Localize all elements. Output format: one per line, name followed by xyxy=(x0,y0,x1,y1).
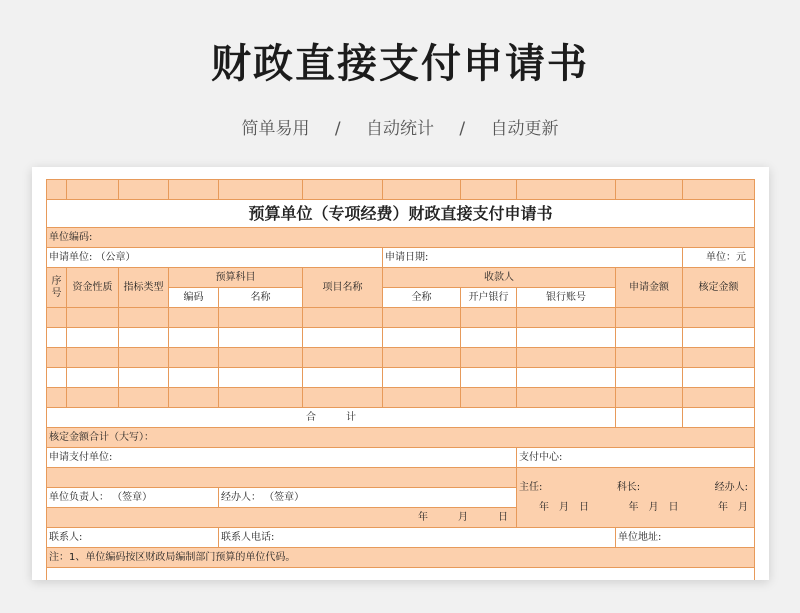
table-row xyxy=(47,328,755,348)
header-name: 名称 xyxy=(219,288,303,308)
header-approved-amount: 核定金额 xyxy=(683,268,755,308)
header-account: 银行账号 xyxy=(517,288,616,308)
pay-unit-label: 申请支付单位: xyxy=(47,448,517,468)
feature-auto-stat: 自动统计 xyxy=(366,119,434,139)
header-payee: 收款人 xyxy=(383,268,616,288)
pay-center-label: 支付中心: xyxy=(517,448,755,468)
center-date-2: 年 月 日 xyxy=(628,501,679,513)
feature-list xyxy=(0,114,800,139)
pay-center-signoff xyxy=(517,468,755,528)
center-handler-label: 经办人: xyxy=(714,481,748,493)
director-label: 主任: xyxy=(519,481,543,493)
approved-total-label: 核定金额合计（大写）： xyxy=(47,428,755,448)
table-row xyxy=(47,348,755,368)
contact-phone-label: 联系人电话: xyxy=(219,528,616,548)
apply-unit-label: 申请单位: （公章） xyxy=(47,248,383,268)
currency-label: 单位：元 xyxy=(683,248,755,268)
center-date-1: 年 月 日 xyxy=(539,501,589,513)
header-apply-amount: 申请金额 xyxy=(616,268,683,308)
table-row xyxy=(47,388,755,408)
header-fund-nature: 资金性质 xyxy=(67,268,119,308)
center-date-3: 年 月 xyxy=(718,501,748,513)
top-blank-row xyxy=(47,180,755,200)
separator: / xyxy=(459,119,466,139)
unit-date: 年 月 日 xyxy=(47,508,517,528)
feature-auto-update: 自动更新 xyxy=(490,119,559,139)
handler-label: 经办人： （签章） xyxy=(219,488,517,508)
unit-address-label: 单位地址: xyxy=(616,528,755,548)
contact-label: 联系人: xyxy=(47,528,219,548)
separator: / xyxy=(334,119,341,139)
page-title: 财政直接支付申请书 xyxy=(211,41,589,87)
apply-date-label: 申请日期: xyxy=(383,248,683,268)
table-row xyxy=(47,368,755,388)
header-budget-subject: 预算科目 xyxy=(169,268,303,288)
total-label: 合 计 xyxy=(47,408,616,428)
application-form-table xyxy=(46,179,755,580)
header-code: 编码 xyxy=(169,288,219,308)
header-project-name: 项目名称 xyxy=(303,268,383,308)
form-title: 预算单位（专项经费）财政直接支付申请书 xyxy=(47,200,755,228)
table-row xyxy=(47,308,755,328)
spreadsheet-preview xyxy=(32,167,769,580)
unit-code-label: 单位编码: xyxy=(47,228,755,248)
header-seq: 序号 xyxy=(47,268,67,308)
header-full-name: 全称 xyxy=(383,288,461,308)
header-bank: 开户银行 xyxy=(461,288,517,308)
header-indicator-type: 指标类型 xyxy=(119,268,169,308)
feature-easy: 简单易用 xyxy=(241,119,310,139)
section-chief-label: 科长: xyxy=(616,481,641,493)
note-line: 注：1、单位编码按区财政局编制部门预算的单位代码。 xyxy=(47,548,755,568)
unit-head-label: 单位负责人： （签章） xyxy=(47,488,219,508)
